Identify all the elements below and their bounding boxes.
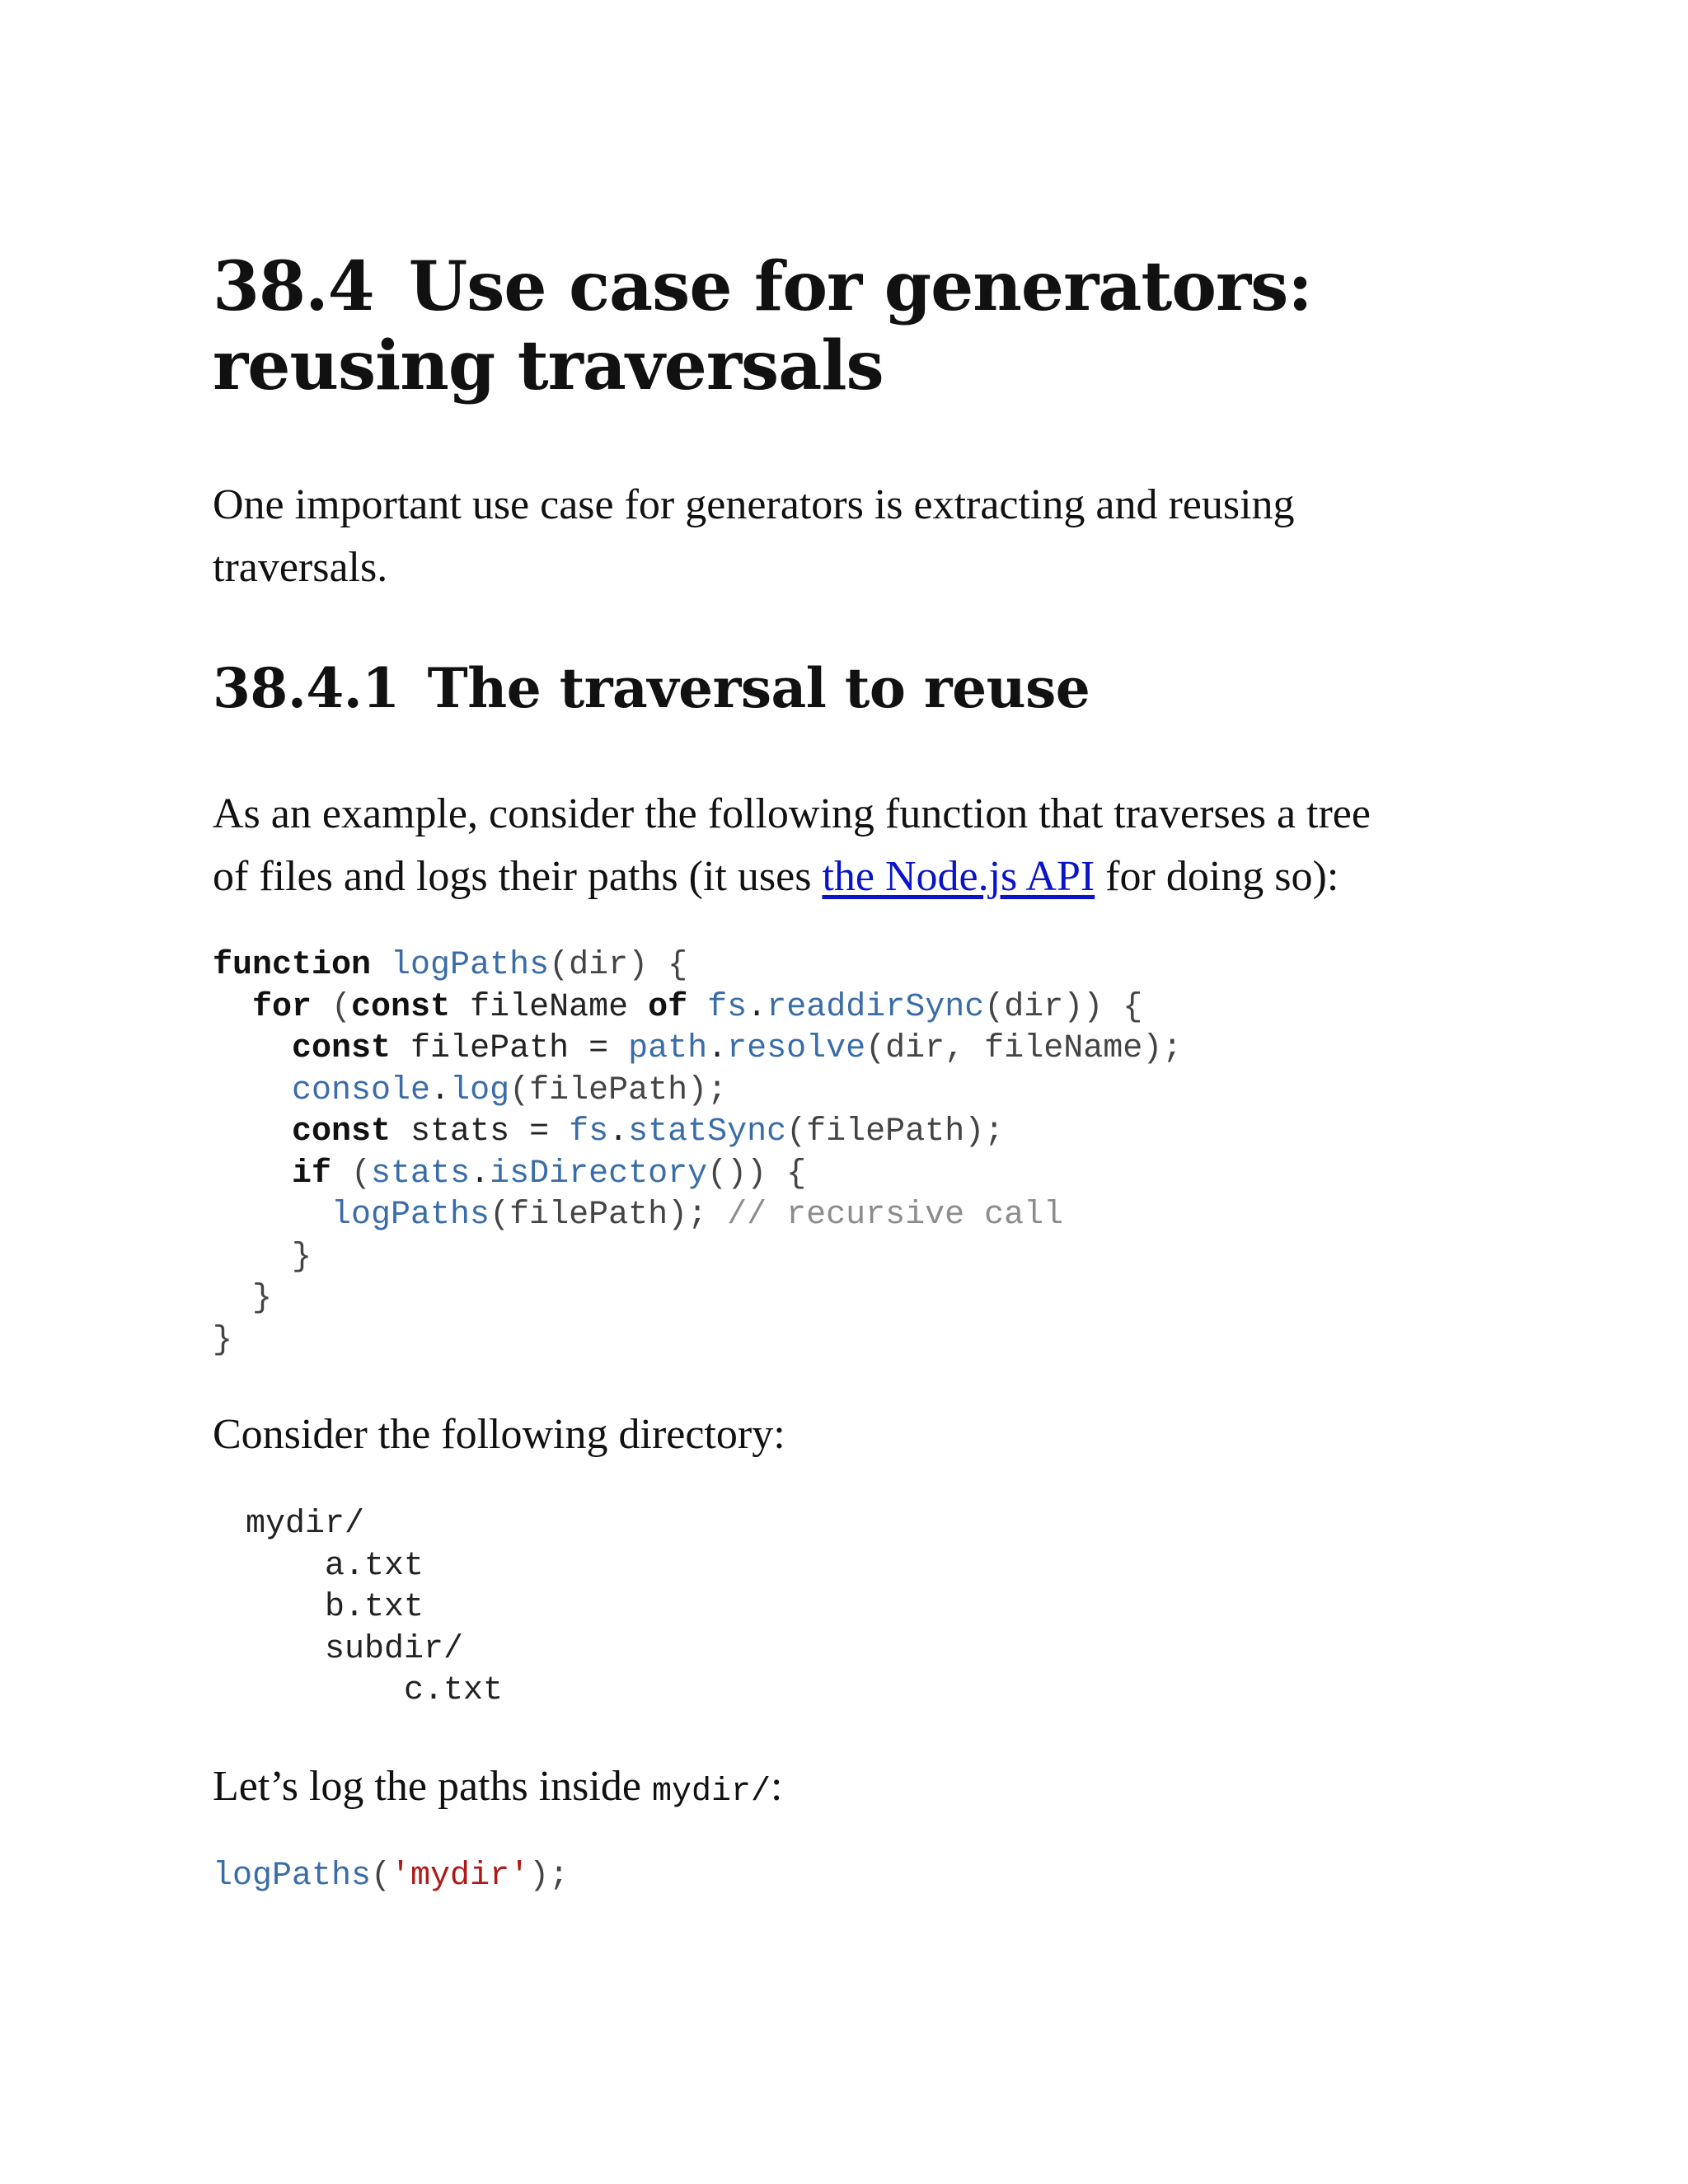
code-text: ( [331,1155,372,1193]
inline-code: mydir/ [651,1774,771,1811]
code-keyword: const [292,1030,392,1067]
code-keyword: const [351,988,451,1026]
section-number: 38.4 [213,247,374,326]
code-function-name: logPaths [213,1858,372,1895]
logpaths-call-code [213,1856,569,1898]
directory-tree [246,1504,503,1713]
subsection-title: The traversal to reuse [427,656,1090,720]
code-text: (dir) { [549,947,688,984]
log-paths-intro [213,1755,782,1824]
code-brace: } [292,1238,312,1276]
section-title-line2: reusing traversals [213,326,884,405]
code-identifier: fs [707,988,748,1026]
code-text: ( [371,1858,392,1895]
tree-entry: a.txt [325,1547,424,1585]
code-text: (dir, fileName); [865,1030,1183,1067]
log-paths-colon: : [770,1763,783,1810]
code-text: (filePath); [509,1071,728,1109]
example-line1: As an example, consider the following function that traverses a tree [213,790,1371,837]
code-text: ( [312,988,352,1026]
tree-entry: subdir/ [325,1630,464,1668]
intro-paragraph [213,474,1295,599]
code-comment: // recursive call [727,1197,1064,1234]
intro-line1: One important use case for generators is extracting and reusing [213,481,1295,528]
example-line2-start: of files and logs their paths (it uses [213,853,823,900]
code-identifier: stats [371,1155,471,1193]
section-title-line1: Use case for generators: [408,247,1312,326]
code-identifier: log [450,1071,510,1109]
section-heading [213,247,1312,405]
code-keyword: if [292,1155,332,1193]
code-text: (dir)) { [984,988,1143,1026]
tree-entry: b.txt [325,1589,424,1626]
nodejs-api-link[interactable]: the Node.js API [822,853,1095,900]
subsection-heading [213,655,1090,721]
code-text: (filePath); [786,1113,1005,1151]
code-keyword: for [252,988,312,1026]
code-identifier: readdirSync [767,988,985,1026]
code-function-name: logPaths [391,947,550,984]
code-string: 'mydir' [391,1858,530,1895]
code-brace: } [252,1280,273,1317]
code-text: . [608,1113,629,1151]
code-text: (filePath); [490,1197,728,1234]
example-line2-end: for doing so): [1095,853,1339,900]
code-text: . [430,1071,451,1109]
code-keyword: of [648,988,688,1026]
code-text: fileName [450,988,649,1026]
code-text: . [707,1030,728,1067]
tree-entry: mydir/ [246,1506,365,1543]
logpaths-code-block [213,945,1182,1361]
code-identifier: resolve [727,1030,866,1067]
code-text: . [747,988,767,1026]
code-identifier: isDirectory [490,1155,708,1193]
code-keyword: const [292,1113,392,1151]
code-text: ); [529,1858,570,1895]
log-paths-text: Let’s log the paths inside [213,1763,652,1810]
code-brace: } [213,1321,233,1359]
code-identifier: console [292,1071,431,1109]
intro-line2: traversals. [213,544,388,591]
tree-entry: c.txt [404,1672,504,1709]
code-text: stats = [391,1113,570,1151]
code-identifier: fs [569,1113,609,1151]
code-text: . [470,1155,490,1193]
code-text: ()) { [707,1155,807,1193]
code-identifier: statSync [628,1113,787,1151]
directory-intro: Consider the following directory: [213,1411,785,1458]
subsection-number: 38.4.1 [213,656,400,720]
code-function-name: logPaths [331,1197,490,1234]
code-keyword: function [213,947,372,984]
example-paragraph [213,783,1371,908]
code-text: filePath = [391,1030,629,1067]
code-identifier: path [628,1030,708,1067]
